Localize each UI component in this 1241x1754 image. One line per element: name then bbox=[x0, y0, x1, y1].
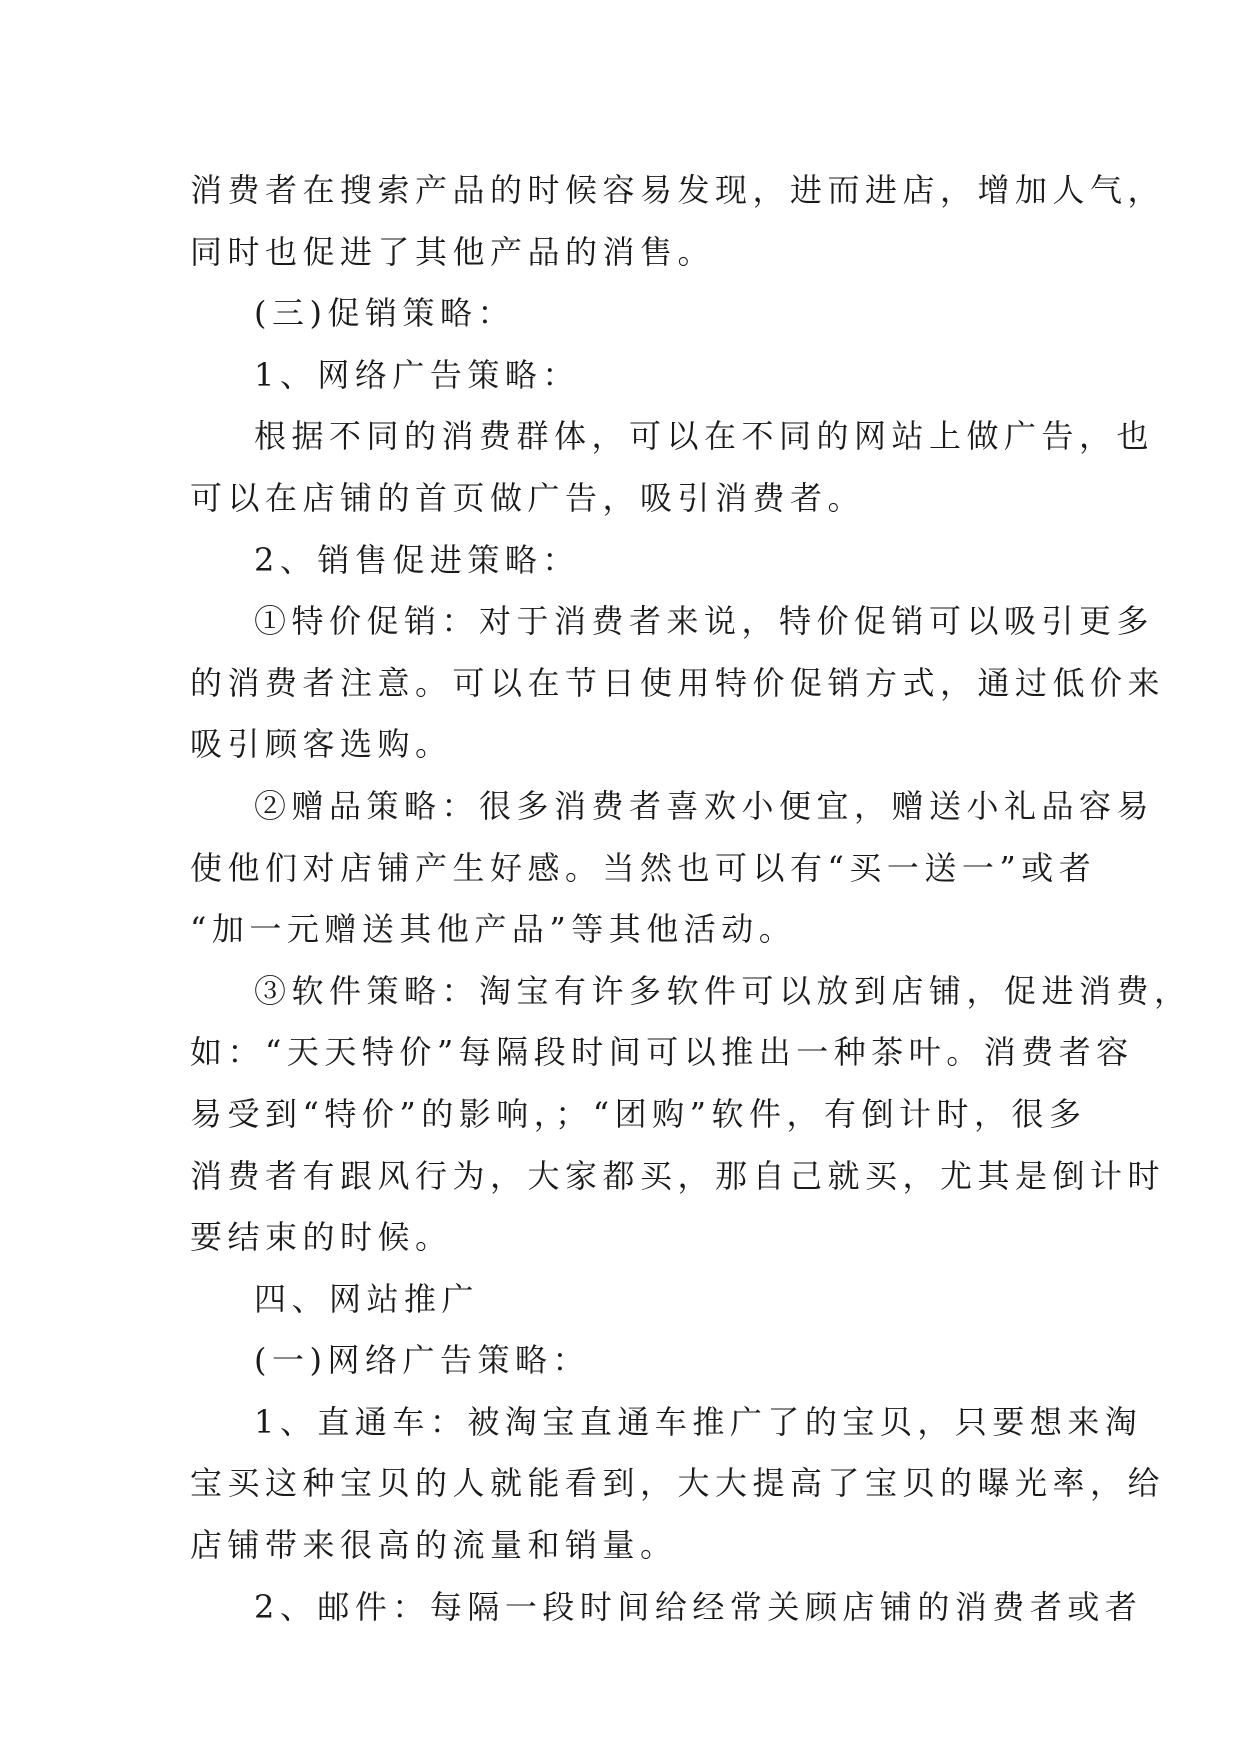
section-heading: (三)促销策略： bbox=[254, 294, 515, 333]
paragraph-line: 的消费者注意。可以在节日使用特价促销方式，通过低价来 bbox=[190, 663, 1166, 702]
paragraph-line: 1、直通车：被淘宝直通车推广了的宝贝，只要想来淘 bbox=[254, 1402, 1143, 1441]
paragraph-line: 根据不同的消费群体，可以在不同的网站上做广告，也 bbox=[254, 417, 1155, 456]
paragraph-line: 使他们对店铺产生好感。当然也可以有“买一送一”或者 bbox=[190, 848, 1097, 887]
paragraph-line: 消费者有跟风行为，大家都买，那自己就买，尤其是倒计时 bbox=[190, 1156, 1166, 1195]
paragraph-line: 宝买这种宝贝的人就能看到，大大提高了宝贝的曝光率，给 bbox=[190, 1464, 1166, 1503]
section-heading: 四、网站推广 bbox=[254, 1279, 480, 1318]
paragraph-line: 要结束的时候。 bbox=[190, 1218, 453, 1257]
paragraph-line: 吸引顾客选购。 bbox=[190, 725, 453, 764]
subsection-heading: 1、网络广告策略： bbox=[254, 355, 580, 394]
paragraph-line: ③软件策略：淘宝有许多软件可以放到店铺，促进消费， bbox=[254, 971, 1192, 1010]
paragraph-line: 店铺带来很高的流量和销量。 bbox=[190, 1526, 678, 1565]
section-heading: (一)网络广告策略： bbox=[254, 1341, 590, 1380]
paragraph-line: 易受到“特价”的影响，；“团购”软件，有倒计时，很多 bbox=[190, 1094, 1087, 1133]
paragraph-line: 消费者在搜索产品的时候容易发现，进而进店，增加人气， bbox=[190, 171, 1166, 209]
paragraph-line: 2、邮件：每隔一段时间给经常关顾店铺的消费者或者 bbox=[254, 1587, 1143, 1626]
paragraph-line: 如：“天天特价”每隔段时间可以推出一种茶叶。消费者容 bbox=[190, 1033, 1134, 1072]
paragraph-line: ①特价促销：对于消费者来说，特价促销可以吸引更多 bbox=[254, 602, 1155, 641]
document-body bbox=[190, 160, 1192, 1638]
paragraph-line: “加一元赠送其他产品”等其他活动。 bbox=[190, 910, 797, 949]
paragraph-line: 可以在店铺的首页做广告，吸引消费者。 bbox=[190, 478, 866, 517]
paragraph-line: ②赠品策略：很多消费者喜欢小便宜，赠送小礼品容易 bbox=[254, 786, 1155, 825]
subsection-heading: 2、销售促进策略： bbox=[254, 540, 580, 579]
paragraph-line: 同时也促进了其他产品的消售。 bbox=[190, 232, 716, 271]
